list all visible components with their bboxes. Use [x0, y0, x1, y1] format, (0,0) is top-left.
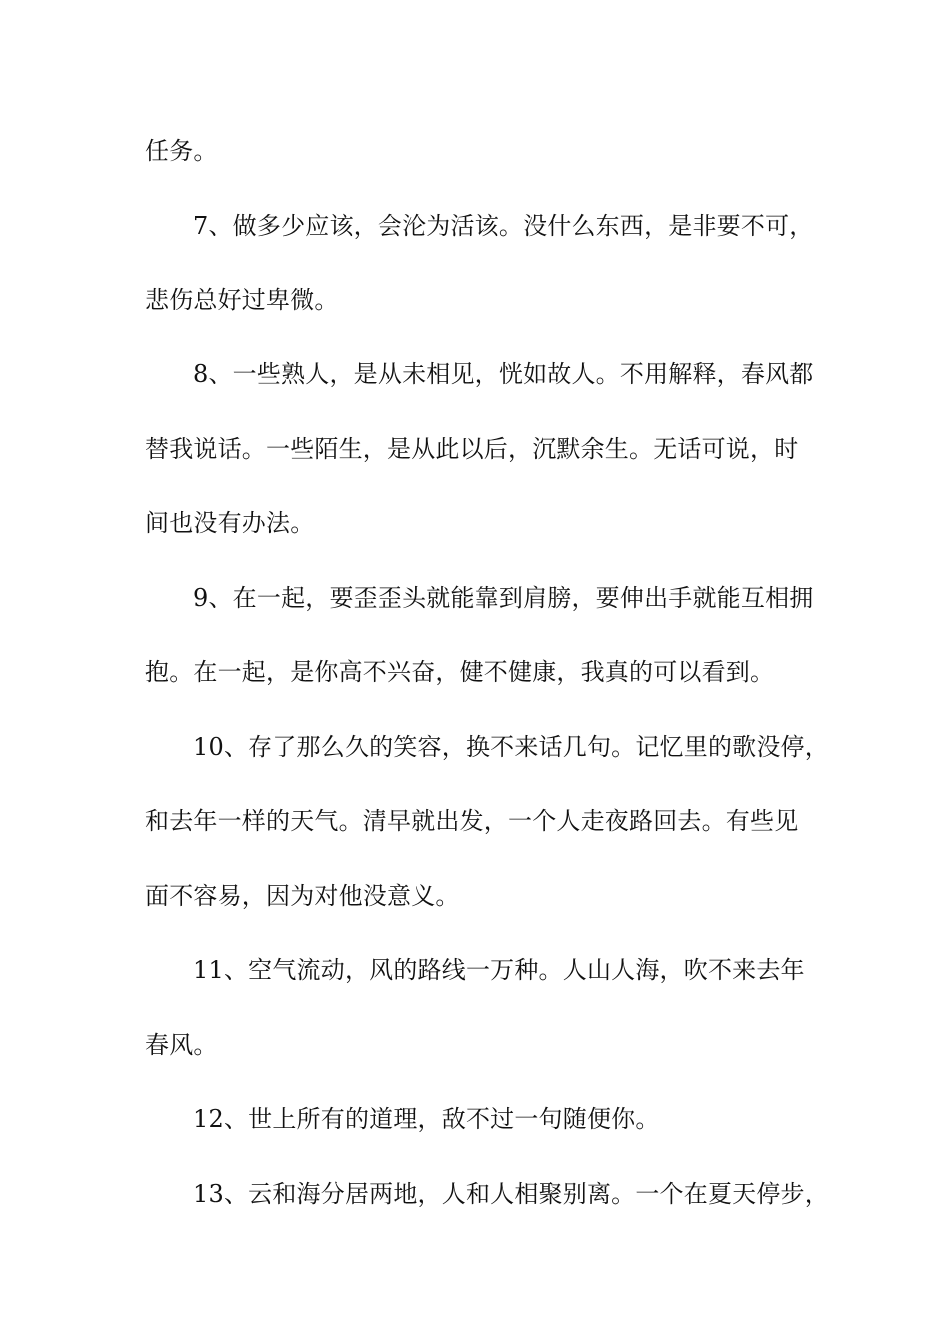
- paragraph-7-line-2: 悲伤总好过卑微。: [145, 286, 339, 314]
- paragraph-10-line-2: 和去年一样的天气。清早就出发，一个人走夜路回去。有些见: [145, 807, 799, 835]
- paragraph-8-line-1: 8、一些熟人，是从未相见，恍如故人。不用解释，春风都: [193, 360, 814, 388]
- paragraph-13-line-1: 13、云和海分居两地，人和人相聚别离。一个在夏天停步，: [193, 1180, 829, 1208]
- paragraph-10-line-3: 面不容易，因为对他没意义。: [145, 882, 460, 910]
- paragraph-11-line-2: 春风。: [145, 1031, 218, 1059]
- paragraph-12-line-1: 12、世上所有的道理，敌不过一句随便你。: [193, 1105, 660, 1133]
- paragraph-11-line-1: 11、空气流动，风的路线一万种。人山人海，吹不来去年: [193, 956, 805, 984]
- paragraph-8-line-2: 替我说话。一些陌生，是从此以后，沉默余生。无话可说，时: [145, 435, 799, 463]
- paragraph-10-line-1: 10、存了那么久的笑容，换不来话几句。记忆里的歌没停，: [193, 733, 829, 761]
- paragraph-8-line-3: 间也没有办法。: [145, 509, 315, 537]
- paragraph-9-line-2: 抱。在一起，是你高不兴奋，健不健康，我真的可以看到。: [145, 658, 775, 686]
- text-line: 任务。: [145, 137, 218, 165]
- paragraph-7-line-1: 7、做多少应该，会沦为活该。没什么东西，是非要不可，: [193, 212, 814, 240]
- paragraph-9-line-1: 9、在一起，要歪歪头就能靠到肩膀，要伸出手就能互相拥: [193, 584, 814, 612]
